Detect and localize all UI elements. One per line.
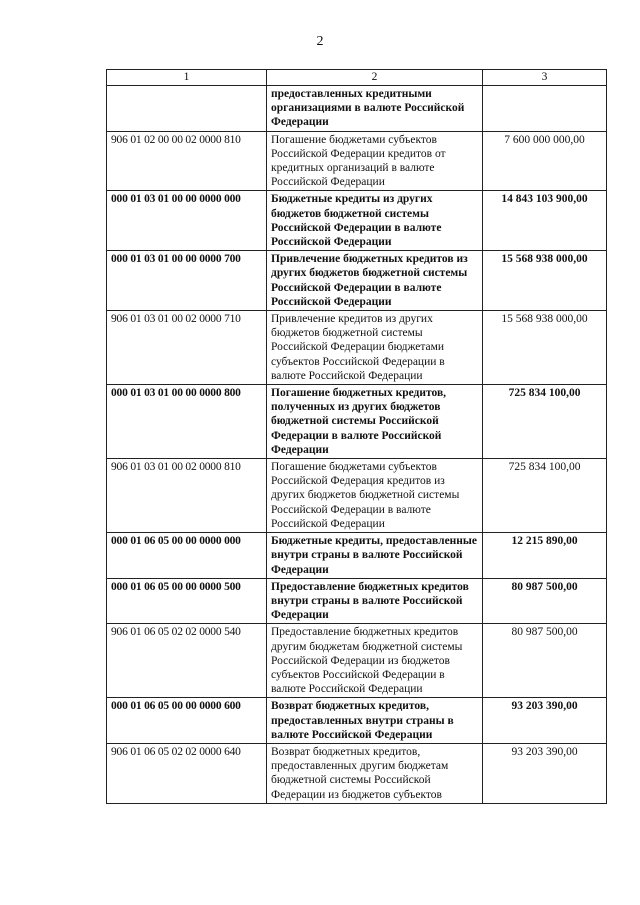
name-cell: Привлечение кредитов из других бюджетов бюджетной системы Российской Федерации бюджетами субъектов Российской Федерации в валюте Российской Федерации <box>267 311 483 385</box>
code-cell: 906 01 02 00 00 02 0000 810 <box>107 131 267 191</box>
code-cell: 000 01 06 05 00 00 0000 600 <box>107 698 267 744</box>
code-cell: 906 01 03 01 00 02 0000 710 <box>107 311 267 385</box>
amount-cell: 7 600 000 000,00 <box>483 131 607 191</box>
code-cell: 000 01 03 01 00 00 0000 000 <box>107 191 267 251</box>
code-cell <box>107 86 267 132</box>
code-cell: 000 01 06 05 00 00 0000 500 <box>107 578 267 624</box>
page-number: 2 <box>316 34 324 49</box>
table-row <box>107 251 607 311</box>
amount-cell: 93 203 390,00 <box>483 698 607 744</box>
name-cell: Предоставление бюджетных кредитов внутри страны в валюте Российской Федерации <box>267 578 483 624</box>
name-cell: Погашение бюджетами субъектов Российской Федерация кредитов из других бюджетов бюджетной системы Российской Федерации в валюте Российской Федерации <box>267 459 483 533</box>
code-cell: 000 01 06 05 00 00 0000 000 <box>107 533 267 579</box>
name-cell: Бюджетные кредиты из других бюджетов бюджетной системы Российской Федерации в валюте Российской Федерации <box>267 191 483 251</box>
amount-cell: 725 834 100,00 <box>483 385 607 459</box>
name-cell: Погашение бюджетных кредитов, полученных из других бюджетов бюджетной системы Российской Федерации в валюте Российской Федерации <box>267 385 483 459</box>
table-row <box>107 191 607 251</box>
code-cell: 000 01 03 01 00 00 0000 800 <box>107 385 267 459</box>
table-row <box>107 459 607 533</box>
table-row <box>107 578 607 624</box>
name-cell: предоставленных кредитными организациями в валюте Российской Федерации <box>267 86 483 132</box>
name-cell: Бюджетные кредиты, предоставленные внутри страны в валюте Российской Федерации <box>267 533 483 579</box>
amount-cell: 725 834 100,00 <box>483 459 607 533</box>
amount-cell: 93 203 390,00 <box>483 743 607 803</box>
code-cell: 906 01 06 05 02 02 0000 540 <box>107 624 267 698</box>
table-row <box>107 131 607 191</box>
name-cell: Привлечение бюджетных кредитов из других бюджетов бюджетной системы Российской Федерации в валюте Российской Федерации <box>267 251 483 311</box>
name-cell: Возврат бюджетных кредитов, предоставленных другим бюджетам бюджетной системы Российской Федерации из бюджетов субъектов <box>267 743 483 803</box>
code-cell: 000 01 03 01 00 00 0000 700 <box>107 251 267 311</box>
column-header-amount: 3 <box>483 70 607 86</box>
amount-cell: 80 987 500,00 <box>483 578 607 624</box>
table-row <box>107 86 607 132</box>
budget-sources-table <box>106 69 607 804</box>
table-row <box>107 311 607 385</box>
amount-cell: 15 568 938 000,00 <box>483 311 607 385</box>
amount-cell: 12 215 890,00 <box>483 533 607 579</box>
table-row <box>107 743 607 803</box>
table-row <box>107 624 607 698</box>
table-body <box>107 86 607 804</box>
table-row <box>107 533 607 579</box>
table-row <box>107 385 607 459</box>
code-cell: 906 01 03 01 00 02 0000 810 <box>107 459 267 533</box>
amount-cell <box>483 86 607 132</box>
column-header-code: 1 <box>107 70 267 86</box>
name-cell: Погашение бюджетами субъектов Российской Федерации кредитов от кредитных организаций в валюте Российской Федерации <box>267 131 483 191</box>
name-cell: Предоставление бюджетных кредитов другим бюджетам бюджетной системы Российской Федерации из бюджетов субъектов Российской Федерации в валюте Российской Федерации <box>267 624 483 698</box>
name-cell: Возврат бюджетных кредитов, предоставленных внутри страны в валюте Российской Федерации <box>267 698 483 744</box>
table-header-row <box>107 70 607 86</box>
table-row <box>107 698 607 744</box>
amount-cell: 15 568 938 000,00 <box>483 251 607 311</box>
code-cell: 906 01 06 05 02 02 0000 640 <box>107 743 267 803</box>
amount-cell: 14 843 103 900,00 <box>483 191 607 251</box>
column-header-name: 2 <box>267 70 483 86</box>
amount-cell: 80 987 500,00 <box>483 624 607 698</box>
